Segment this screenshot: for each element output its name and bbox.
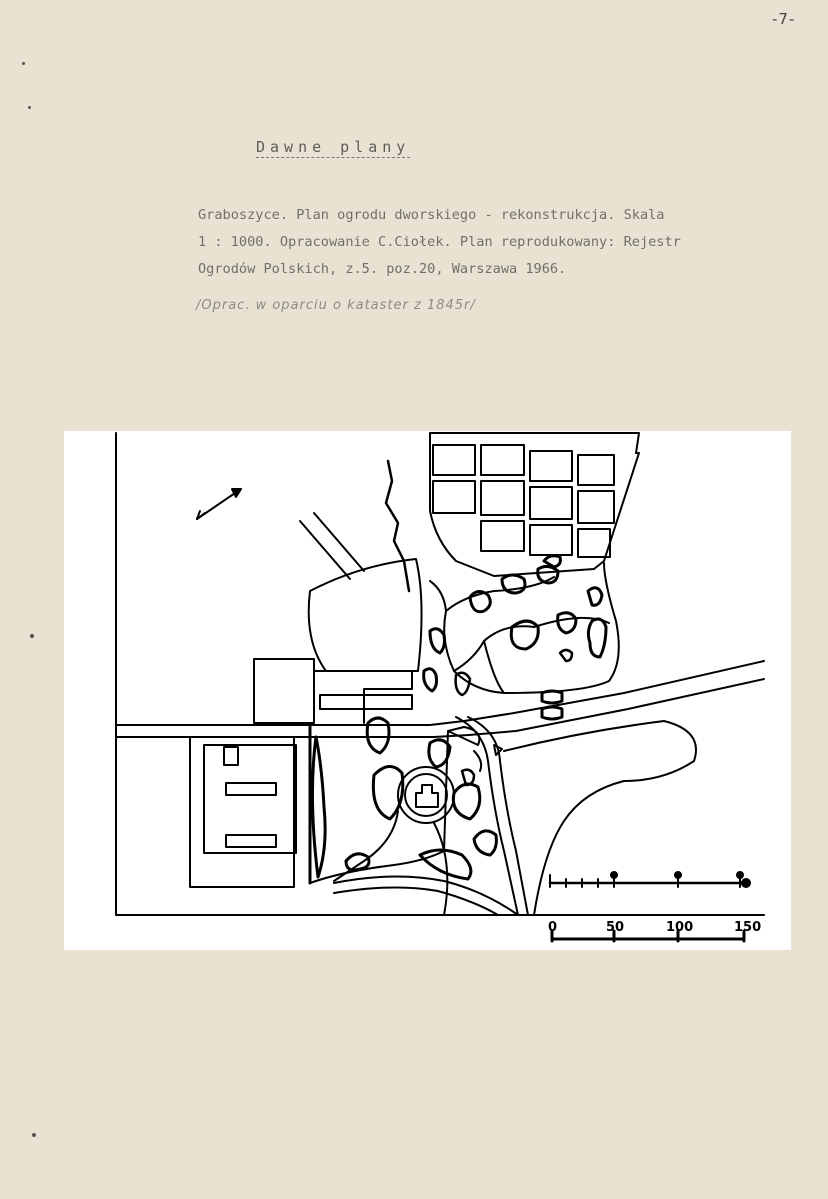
caption-line-1: Graboszyce. Plan ogrodu dworskiego - rekonstrukcja. Skala xyxy=(198,207,665,223)
scale-label-0: 0 xyxy=(548,920,558,935)
meadow xyxy=(504,721,696,915)
section-heading: Dawne plany xyxy=(256,138,411,156)
scale-label-50: 50 xyxy=(606,920,625,935)
garden-plan-image xyxy=(64,431,791,950)
field xyxy=(309,559,422,671)
inner-scale xyxy=(550,872,750,887)
plan-frame xyxy=(116,433,764,915)
margin-mark xyxy=(30,634,34,638)
margin-mark xyxy=(28,106,31,109)
margin-mark xyxy=(32,1133,36,1137)
garden-plan-drawing xyxy=(64,431,791,950)
north-arrow-icon xyxy=(197,489,241,519)
handwritten-note: /Oprac. w oparciu o kataster z 1845r/ xyxy=(196,298,476,313)
manor-house xyxy=(416,785,438,807)
caption-line-2: 1 : 1000. Opracowanie C.Ciołek. Plan reprodukowany: Rejestr xyxy=(198,234,681,250)
lower-garden xyxy=(310,727,448,883)
page-number: -7- xyxy=(772,10,796,28)
scale-label-100: 100 xyxy=(666,920,694,935)
caption-line-3: Ogrodów Polskich, z.5. poz.20, Warszawa 1966. xyxy=(198,261,567,277)
margin-mark xyxy=(22,62,25,65)
scale-bar xyxy=(548,920,761,941)
orchard-grid xyxy=(430,433,639,576)
main-road xyxy=(116,661,764,725)
farm-block xyxy=(190,737,294,887)
lane xyxy=(300,513,364,579)
caption-text xyxy=(198,202,808,283)
scale-label-150: 150 xyxy=(734,920,762,935)
